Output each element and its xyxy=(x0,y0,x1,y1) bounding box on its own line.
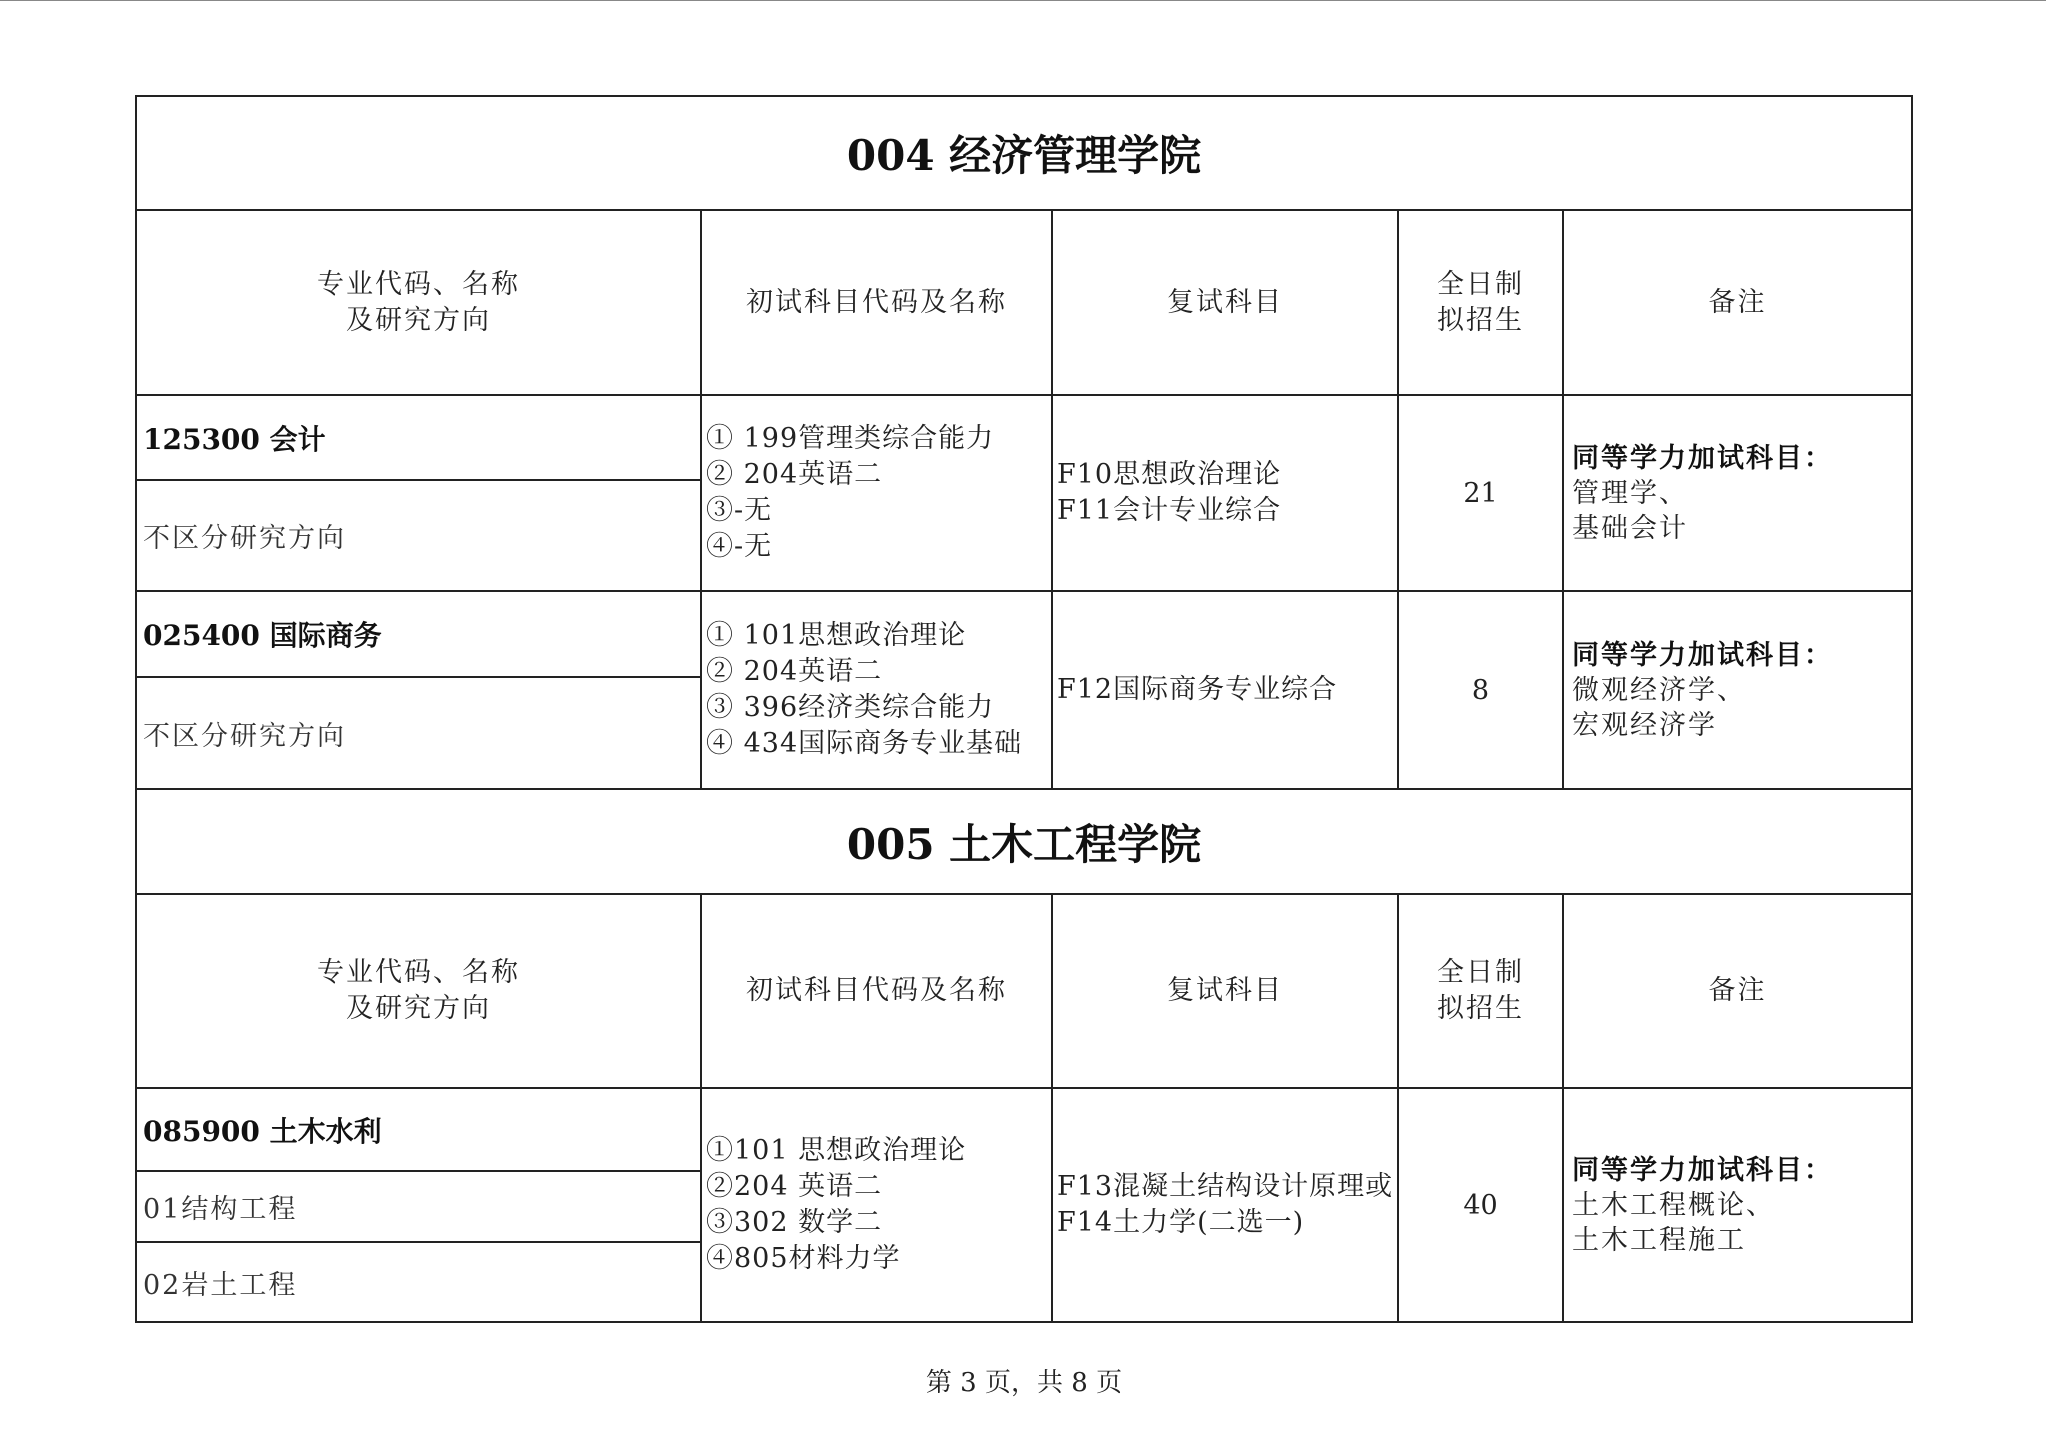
notes-item: 宏观经济学 xyxy=(1572,709,1717,741)
list-item: ① 101思想政治理论 xyxy=(706,620,967,651)
header-major-line2: 及研究方向 xyxy=(346,304,491,336)
list-item: F14土力学(二选一) xyxy=(1057,1207,1305,1238)
header-major-line1: 专业代码、名称 xyxy=(317,268,520,300)
table-row xyxy=(136,395,1912,480)
header-major-line2: 及研究方向 xyxy=(346,993,491,1024)
retest-list xyxy=(1052,591,1398,789)
retest-list xyxy=(1052,395,1398,591)
header-notes: 备注 xyxy=(1563,894,1912,1088)
list-item: ④805材料力学 xyxy=(706,1243,901,1274)
research-direction: 不区分研究方向 xyxy=(136,677,701,789)
header-quota-line1: 全日制 xyxy=(1437,957,1524,988)
quota-value: 8 xyxy=(1398,591,1563,789)
list-item: ②204 英语二 xyxy=(706,1171,883,1202)
notes-heading: 同等学力加试科目： xyxy=(1572,1154,1833,1186)
section-title-row xyxy=(136,789,1912,894)
major-name: 025400 国际商务 xyxy=(136,591,701,677)
initial-exam-list xyxy=(701,591,1052,789)
list-item: ② 204英语二 xyxy=(706,656,883,687)
notes-heading: 同等学力加试科目： xyxy=(1572,442,1833,474)
list-item: ①101 思想政治理论 xyxy=(706,1135,967,1166)
quota-value: 40 xyxy=(1398,1088,1563,1322)
table-row xyxy=(136,1088,1912,1171)
header-major-line1: 专业代码、名称 xyxy=(317,957,520,988)
table-row xyxy=(136,591,1912,677)
list-item: F10思想政治理论 xyxy=(1057,459,1282,490)
notes-heading: 同等学力加试科目： xyxy=(1572,639,1833,671)
header-major xyxy=(136,210,701,395)
notes-item: 土木工程概论、 xyxy=(1572,1189,1775,1221)
research-direction: 02岩土工程 xyxy=(136,1242,701,1322)
notes-item: 土木工程施工 xyxy=(1572,1224,1746,1256)
header-major xyxy=(136,894,701,1088)
list-item: ③ 396经济类综合能力 xyxy=(706,692,995,723)
header-notes: 备注 xyxy=(1563,210,1912,395)
list-item: ① 199管理类综合能力 xyxy=(706,423,995,454)
quota-value: 21 xyxy=(1398,395,1563,591)
notes-item: 管理学、 xyxy=(1572,477,1688,509)
notes-cell xyxy=(1563,395,1912,591)
header-retest: 复试科目 xyxy=(1052,894,1398,1088)
notes-item: 基础会计 xyxy=(1572,512,1688,544)
notes-cell xyxy=(1563,1088,1912,1322)
header-initial-exam: 初试科目代码及名称 xyxy=(701,210,1052,395)
major-name: 085900 土木水利 xyxy=(136,1088,701,1171)
initial-exam-list xyxy=(701,1088,1052,1322)
header-quota-line2: 拟招生 xyxy=(1437,993,1524,1024)
list-item: ② 204英语二 xyxy=(706,459,883,490)
table-header-row xyxy=(136,894,1912,1088)
header-initial-exam: 初试科目代码及名称 xyxy=(701,894,1052,1088)
admissions-table xyxy=(135,95,1913,1323)
table-header-row xyxy=(136,210,1912,395)
list-item: ④ 434国际商务专业基础 xyxy=(706,728,1023,759)
list-item: F12国际商务专业综合 xyxy=(1057,674,1338,705)
major-name: 125300 会计 xyxy=(136,395,701,480)
college-title: 005 土木工程学院 xyxy=(136,789,1912,894)
header-quota-line1: 全日制 xyxy=(1437,268,1524,300)
notes-item: 微观经济学、 xyxy=(1572,674,1746,706)
list-item: ③302 数学二 xyxy=(706,1207,883,1238)
list-item: ④-无 xyxy=(706,531,773,562)
header-retest: 复试科目 xyxy=(1052,210,1398,395)
header-quota-line2: 拟招生 xyxy=(1437,304,1524,336)
section-title-row xyxy=(136,96,1912,210)
retest-list xyxy=(1052,1088,1398,1322)
college-title: 004 经济管理学院 xyxy=(136,96,1912,210)
header-quota xyxy=(1398,210,1563,395)
page-footer: 第 3 页，共 8 页 xyxy=(925,1368,1123,1398)
header-quota xyxy=(1398,894,1563,1088)
list-item: F11会计专业综合 xyxy=(1057,495,1282,526)
list-item: ③-无 xyxy=(706,495,773,526)
notes-cell xyxy=(1563,591,1912,789)
initial-exam-list xyxy=(701,395,1052,591)
research-direction: 01结构工程 xyxy=(136,1171,701,1242)
list-item: F13混凝土结构设计原理或 xyxy=(1057,1171,1394,1202)
research-direction: 不区分研究方向 xyxy=(136,480,701,591)
